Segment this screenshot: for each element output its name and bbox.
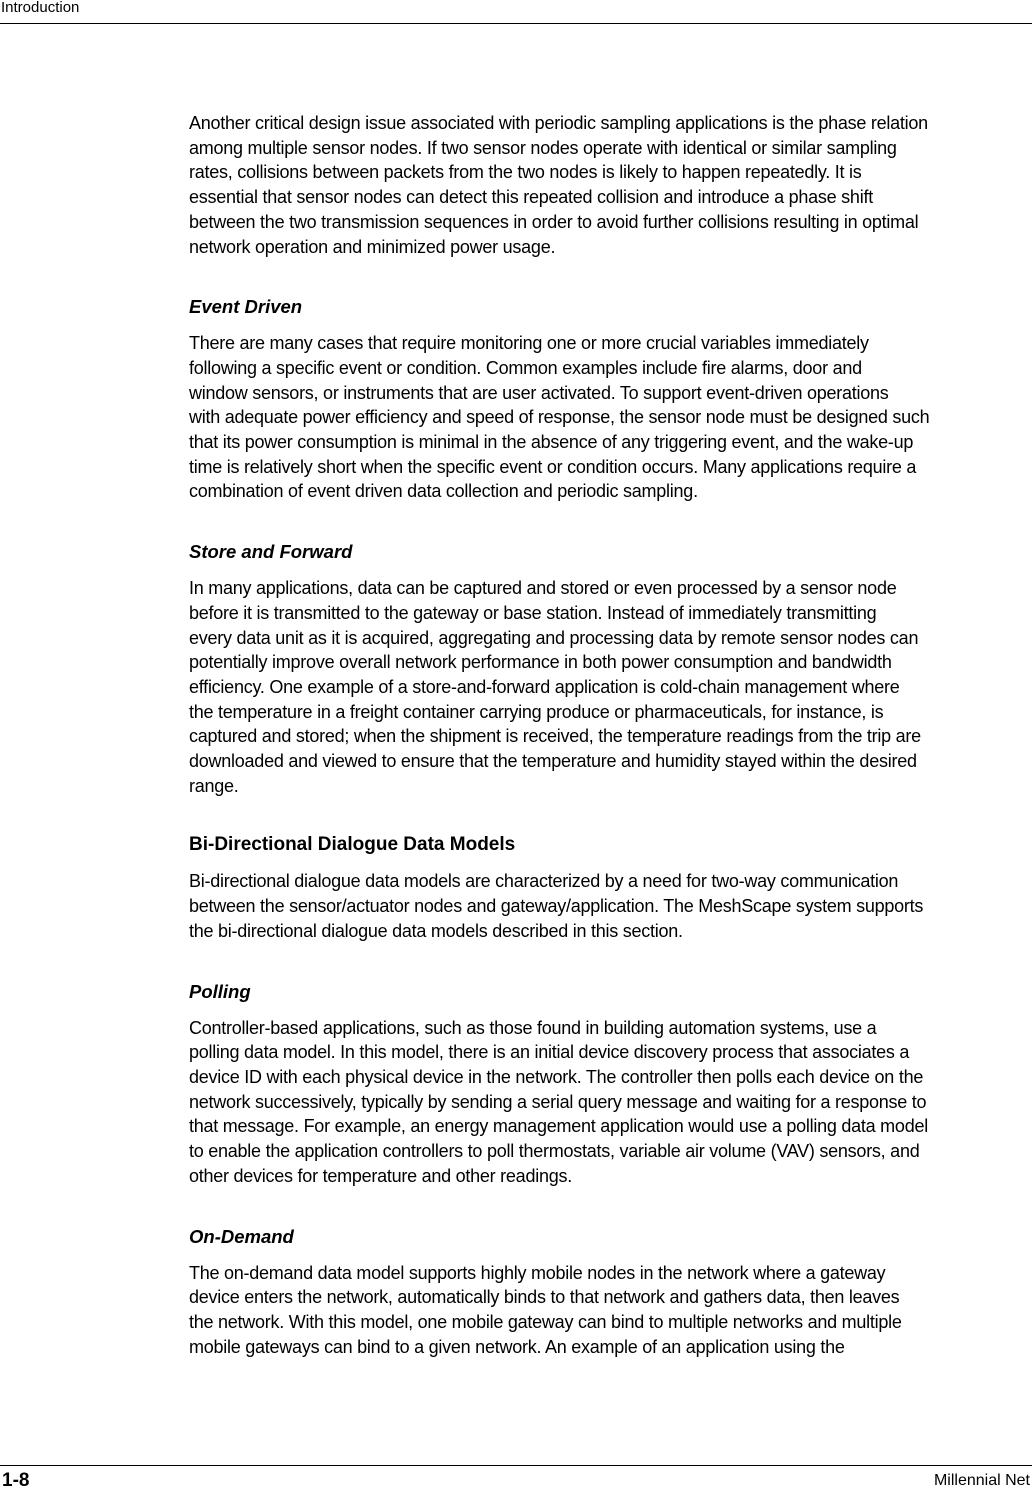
text-line: Bi-directional dialogue data models are characterized by a need for two-way communication	[189, 871, 899, 892]
text-line: efficiency. One example of a store-and-forward application is cold-chain management where	[189, 676, 900, 697]
text-line: to enable the application controllers to poll thermostats, variable air volume (VAV) sensors, and	[189, 1141, 920, 1162]
subheading-on-demand: On-Demand	[189, 1225, 294, 1247]
text-line: with adequate power efficiency and speed of response, the sensor node must be designed such	[189, 407, 930, 428]
text-line: downloaded and viewed to ensure that the temperature and humidity stayed within the desired	[189, 751, 917, 772]
text-line: the bi-directional dialogue data models described in this section.	[189, 920, 683, 941]
text-line: mobile gateways can bind to a given network. An example of an application using the	[189, 1336, 845, 1357]
text-line: essential that sensor nodes can detect this repeated collision and introduce a phase shift	[189, 187, 873, 208]
text-line: Another critical design issue associated with periodic sampling applications is the phase relation	[189, 113, 928, 133]
page-number: 1-8	[2, 1470, 30, 1491]
paragraph-bidirectional	[189, 869, 1032, 943]
subheading-polling: Polling	[189, 980, 251, 1002]
text-line: The on-demand data model supports highly mobile nodes in the network where a gateway	[189, 1262, 886, 1283]
text-line: the temperature in a freight container carrying produce or pharmaceuticals, for instance, is	[189, 701, 884, 722]
paragraph-event-driven	[189, 331, 1032, 504]
text-line: time is relatively short when the specific event or condition occurs. Many applications require a	[189, 456, 917, 477]
text-line: In many applications, data can be captured and stored or even processed by a sensor node	[189, 578, 897, 599]
text-line: There are many cases that require monitoring one or more crucial variables immediately	[189, 333, 869, 354]
page-footer	[0, 1465, 1032, 1494]
main-content	[189, 111, 1032, 1359]
section-heading-bidirectional: Bi-Directional Dialogue Data Models	[189, 834, 516, 856]
paragraph-store-and-forward	[189, 576, 1032, 798]
footer-brand: Millennial Net	[933, 1472, 1030, 1489]
text-line: network operation and minimized power usage.	[189, 236, 556, 257]
text-line: the network. With this model, one mobile gateway can bind to multiple networks and multiple	[189, 1311, 902, 1332]
subheading-event-driven: Event Driven	[189, 296, 303, 318]
text-line: network successively, typically by sending a serial query message and waiting for a response to	[189, 1091, 927, 1112]
text-line: before it is transmitted to the gateway or base station. Instead of immediately transmitting	[189, 602, 877, 623]
text-line: among multiple sensor nodes. If two sensor nodes operate with identical or similar sampling	[189, 137, 897, 158]
running-header-title: Introduction	[1, 0, 80, 16]
text-line: between the two transmission sequences in order to avoid further collisions resulting in optimal	[189, 211, 919, 232]
text-line: polling data model. In this model, there is an initial device discovery process that associates a	[189, 1042, 910, 1063]
text-line: that its power consumption is minimal in the absence of any triggering event, and the wake-up	[189, 432, 914, 453]
text-line: device ID with each physical device in the network. The controller then polls each device on the	[189, 1066, 924, 1087]
paragraph-on-demand	[189, 1261, 1032, 1360]
text-line: window sensors, or instruments that are user activated. To support event-driven operations	[189, 382, 889, 403]
text-line: following a specific event or condition. Common examples include fire alarms, door and	[189, 357, 862, 378]
text-line: device enters the network, automatically binds to that network and gathers data, then leaves	[189, 1287, 900, 1308]
text-line: captured and stored; when the shipment is received, the temperature readings from the trip are	[189, 726, 921, 747]
text-line: combination of event driven data collection and periodic sampling.	[189, 481, 698, 502]
text-line: rates, collisions between packets from the two nodes is likely to happen repeatedly. It is	[189, 162, 862, 183]
text-line: range.	[189, 775, 239, 796]
text-line: Controller-based applications, such as those found in building automation systems, use a	[189, 1017, 877, 1038]
text-line: between the sensor/actuator nodes and gateway/application. The MeshScape system supports	[189, 896, 924, 917]
text-line: potentially improve overall network performance in both power consumption and bandwidth	[189, 652, 892, 673]
paragraph-phase-relation	[189, 111, 1032, 259]
page-header	[0, 0, 1032, 24]
subheading-store-and-forward: Store and Forward	[189, 541, 353, 563]
paragraph-polling	[189, 1016, 1032, 1189]
text-line: every data unit as it is acquired, aggregating and processing data by remote sensor nodes can	[189, 627, 919, 648]
text-line: that message. For example, an energy management application would use a polling data model	[189, 1116, 928, 1137]
text-line: other devices for temperature and other readings.	[189, 1165, 572, 1186]
